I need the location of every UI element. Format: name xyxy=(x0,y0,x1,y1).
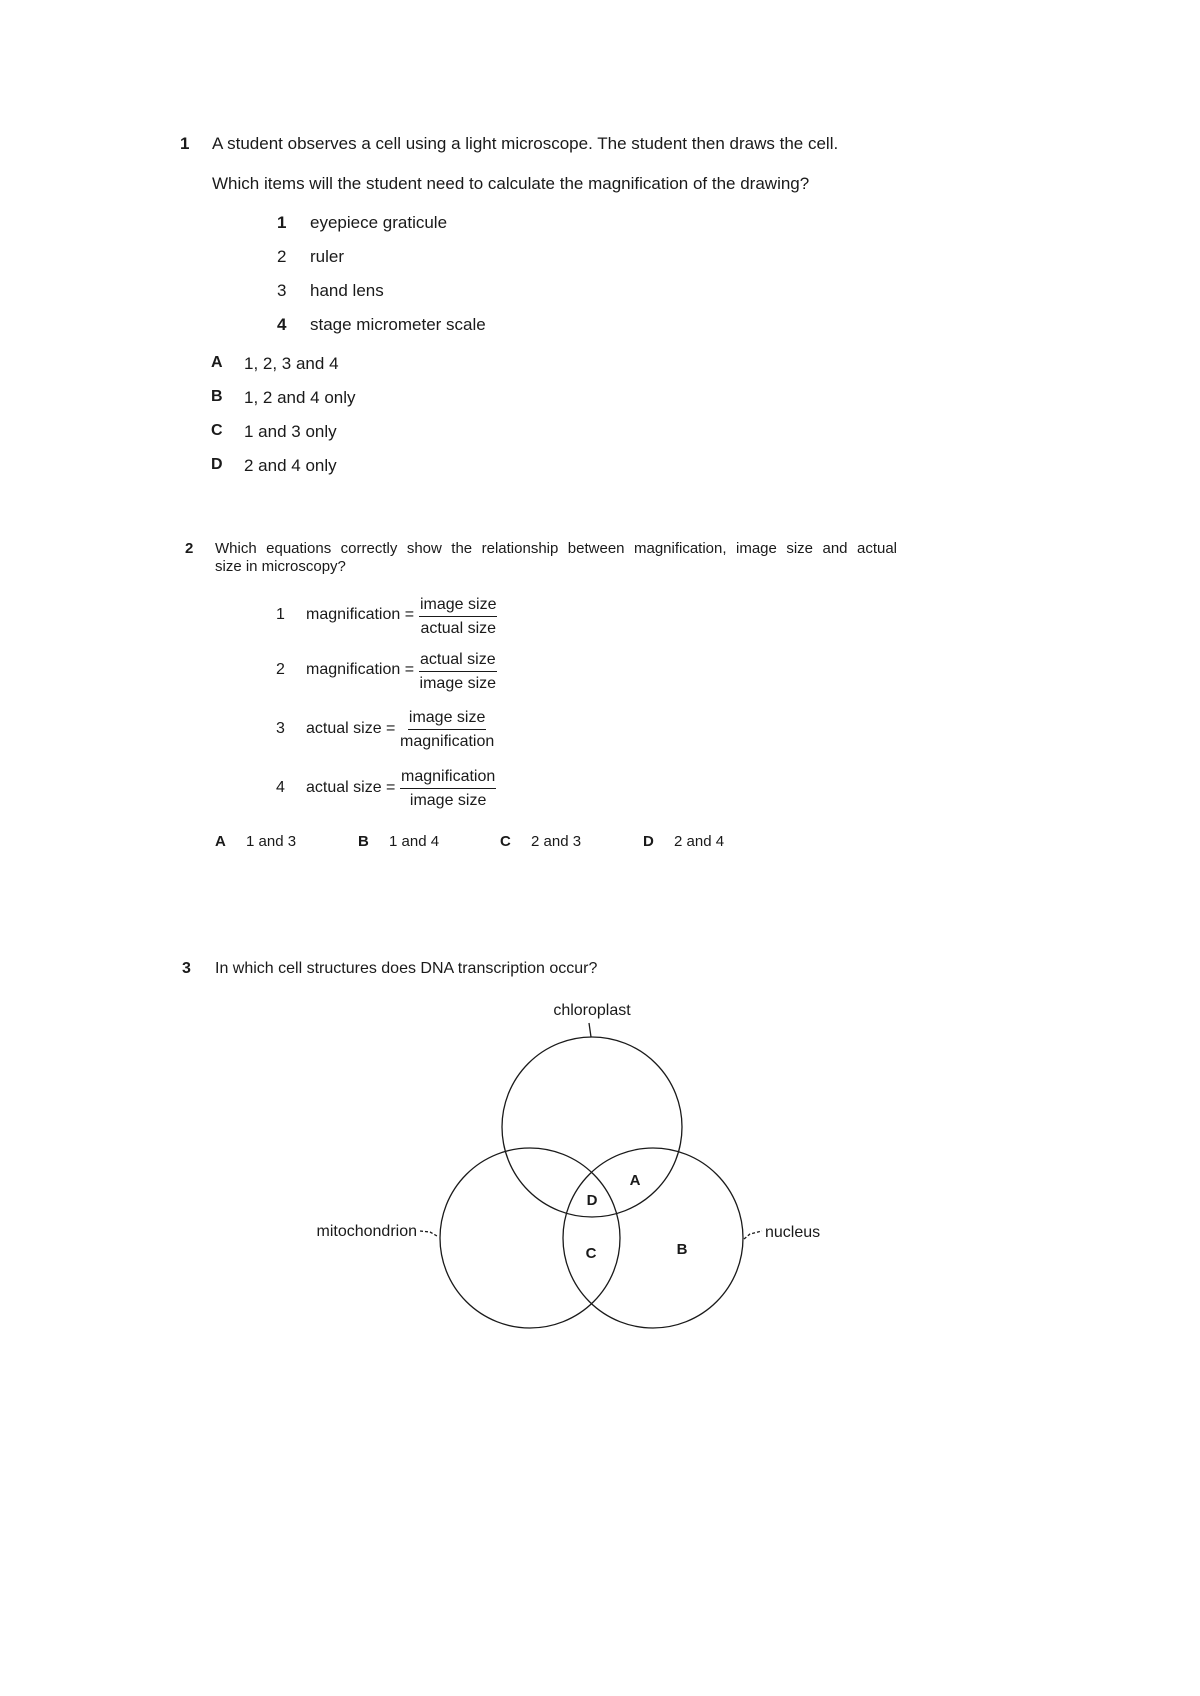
q1-item-number: 1 xyxy=(277,213,287,232)
fraction-numerator: image size xyxy=(408,709,486,730)
nucleus-leader-line xyxy=(744,1231,762,1239)
q1-option-text: 1, 2 and 4 only xyxy=(244,388,356,407)
q1-option-letter: C xyxy=(211,422,223,439)
region-label-d: D xyxy=(586,1192,598,1209)
q1-option-text: 1 and 3 only xyxy=(244,422,337,441)
q2-equation-number: 3 xyxy=(276,720,285,737)
q2-equation-number: 2 xyxy=(276,661,285,678)
q2-stem-line2: size in microscopy? xyxy=(215,558,346,575)
nucleus-circle xyxy=(563,1148,743,1328)
q1-item-text: hand lens xyxy=(310,281,384,300)
q2-equation-lhs: actual size = xyxy=(306,720,396,737)
chloroplast-leader-line xyxy=(589,1023,591,1037)
q2-option-letter: A xyxy=(215,833,226,850)
q1-option-text: 1, 2, 3 and 4 xyxy=(244,354,339,373)
fraction-denominator: image size xyxy=(419,675,497,692)
fraction-denominator: magnification xyxy=(400,733,495,750)
q1-stem: A student observes a cell using a light microscope. The student then draws the cell. xyxy=(212,134,839,153)
fraction-numerator: actual size xyxy=(419,651,497,672)
q2-equation-lhs: actual size = xyxy=(306,779,396,796)
q2-option-text: 2 and 4 xyxy=(674,833,725,850)
mitochondrion-circle xyxy=(440,1148,620,1328)
q1-item-number: 3 xyxy=(277,281,287,300)
q1-item-number: 4 xyxy=(277,315,287,334)
mitochondrion-leader-line xyxy=(420,1231,437,1236)
region-label-b: B xyxy=(676,1241,688,1258)
q2-option-letter: C xyxy=(500,833,511,850)
q2-equation-lhs: magnification = xyxy=(306,661,415,678)
q1-item-text: stage micrometer scale xyxy=(310,315,486,334)
fraction-numerator: image size xyxy=(419,596,497,617)
fraction-denominator: image size xyxy=(409,792,487,809)
mitochondrion-label: mitochondrion xyxy=(316,1223,417,1240)
fraction-numerator: magnification xyxy=(400,768,496,789)
q1-option-letter: B xyxy=(211,388,223,405)
q2-option-letter: B xyxy=(358,833,369,850)
q2-option-text: 1 and 3 xyxy=(246,833,297,850)
q2-option-text: 2 and 3 xyxy=(531,833,582,850)
q1-item-text: eyepiece graticule xyxy=(310,213,448,232)
region-label-a: A xyxy=(629,1172,641,1189)
chloroplast-label: chloroplast xyxy=(553,1002,631,1019)
q2-number: 2 xyxy=(185,540,194,557)
q2-equation-number: 4 xyxy=(276,779,285,796)
q1-item-text: ruler xyxy=(310,247,345,266)
q2-option-letter: D xyxy=(643,833,654,850)
nucleus-label: nucleus xyxy=(765,1224,821,1241)
chloroplast-circle xyxy=(502,1037,682,1217)
q2-option-text: 1 and 4 xyxy=(389,833,440,850)
q1-number: 1 xyxy=(180,134,190,153)
q2-equation-lhs: magnification = xyxy=(306,606,415,623)
q1-option-text: 2 and 4 only xyxy=(244,456,337,475)
q3-number: 3 xyxy=(182,960,191,977)
q2-stem-line1: Which equations correctly show the relationship between magnification, image size and actual xyxy=(215,540,897,557)
q2-equation-number: 1 xyxy=(276,606,285,623)
q1-option-letter: A xyxy=(211,354,223,371)
q3-stem: In which cell structures does DNA transcription occur? xyxy=(215,960,598,977)
fraction-denominator: actual size xyxy=(420,620,497,637)
q1-question: Which items will the student need to calculate the magnification of the drawing? xyxy=(212,174,810,193)
q1-option-letter: D xyxy=(211,456,223,473)
q1-item-number: 2 xyxy=(277,247,287,266)
region-label-c: C xyxy=(585,1245,597,1262)
